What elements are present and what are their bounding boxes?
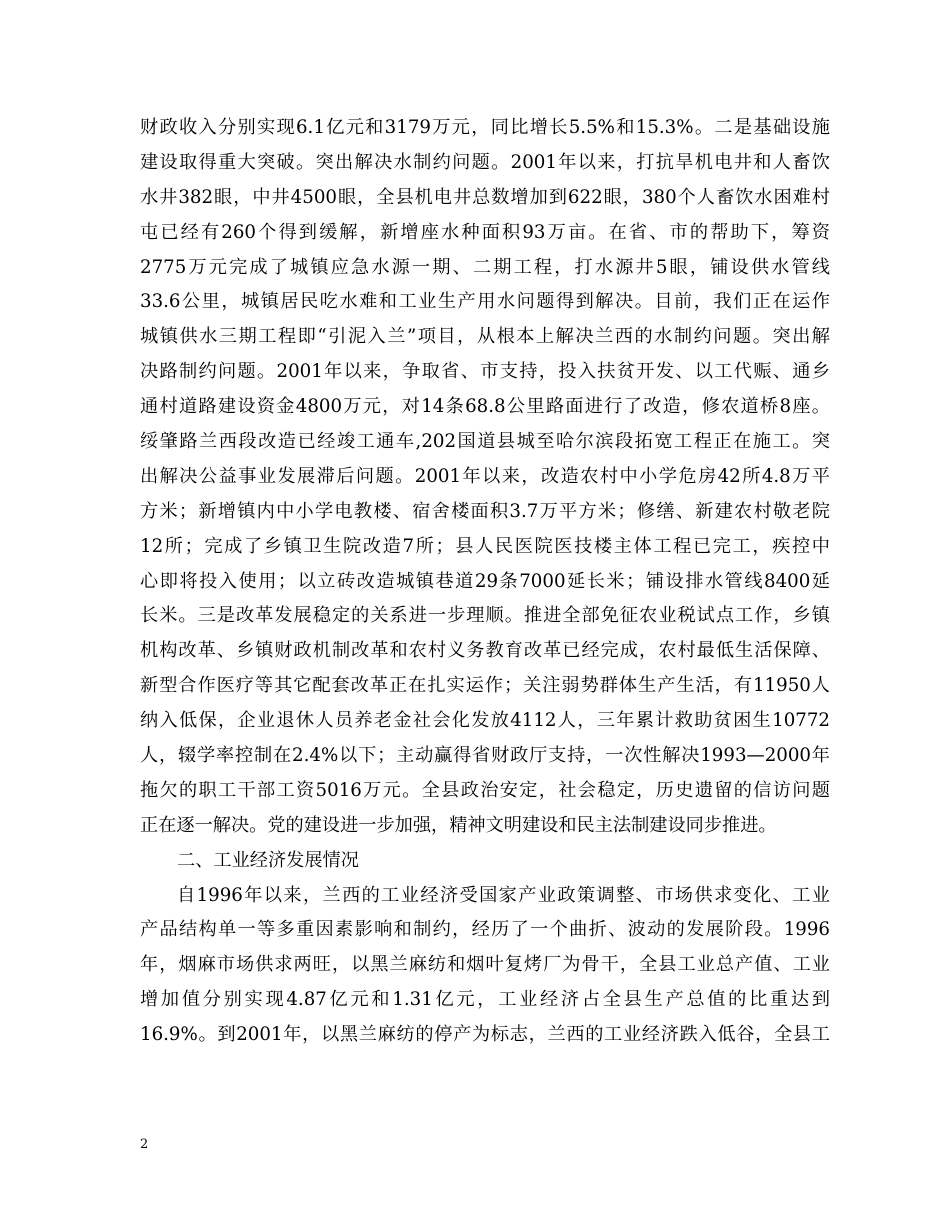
text-line: 财政收入分别实现6.1亿元和3179万元，同比增长5.5%和15.3%。二是基础设施	[140, 117, 830, 138]
text-line: 年，烟麻市场供求两旺，以黑兰麻纺和烟叶复烤厂为骨干，全县工业总产值、工业	[140, 954, 830, 976]
text-line: 产品结构单一等多重因素影响和制约，经历了一个曲折、波动的发展阶段。1996	[140, 919, 830, 941]
text-line: 水井382眼，中井4500眼，全县机电井总数增加到622眼，380个人畜饮水困难村	[140, 186, 830, 208]
text-line: 心即将投入使用；以立砖改造城镇巷道29条7000延长米；铺设排水管线8400延	[140, 570, 830, 592]
text-line: 正在逐一解决。党的建设进一步加强，精神文明建设和民主法制建设同步推进。	[140, 814, 777, 836]
text-line: 出解决公益事业发展滞后问题。2001年以来，改造农村中小学危房42所4.8万平	[140, 465, 830, 487]
text-line: 方米；新增镇内中小学电教楼、宿舍楼面积3.7万平方米；修缮、新建农村敬老院	[140, 500, 830, 522]
text-line: 机构改革、乡镇财政机制改革和农村义务教育改革已经完成，农村最低生活保障、	[140, 640, 830, 662]
text-line: 12所；完成了乡镇卫生院改造7所；县人民医院医技楼主体工程已完工，疾控中	[140, 535, 830, 557]
text-line: 16.9%。到2001年，以黑兰麻纺的停产为标志，兰西的工业经济跌入低谷，全县工	[140, 1024, 830, 1046]
text-line: 2775万元完成了城镇应急水源一期、二期工程，打水源井5眼，铺设供水管线	[140, 256, 830, 278]
section-heading: 二、工业经济发展情况	[177, 849, 359, 871]
text-line: 屯已经有260个得到缓解，新增座水种面积93万亩。在省、市的帮助下，筹资	[140, 221, 830, 243]
text-line: 新型合作医疗等其它配套改革正在扎实运作；关注弱势群体生产生活，有11950人	[140, 675, 830, 697]
text-line: 决路制约问题。2001年以来，争取省、市支持，投入扶贫开发、以工代赈、通乡	[140, 361, 830, 383]
text-line: 通村道路建设资金4800万元，对14条68.8公里路面进行了改造，修农道桥8座。	[140, 396, 830, 418]
text-line: 长米。三是改革发展稳定的关系进一步理顺。推进全部免征农业税试点工作，乡镇	[140, 605, 830, 627]
text-line: 城镇供水三期工程即“引泥入兰”项目，从根本上解决兰西的水制约问题。突出解	[140, 326, 830, 348]
text-line: 人，辍学率控制在2.4%以下；主动赢得省财政厅支持，一次性解决1993—2000年	[140, 745, 830, 767]
text-line: 增加值分别实现4.87亿元和1.31亿元，工业经济占全县生产总值的比重达到	[140, 989, 830, 1011]
text-line: 绥肇路兰西段改造已经竣工通车,202国道县城至哈尔滨段拓宽工程正在施工。突	[140, 431, 830, 453]
body-text	[140, 111, 830, 1053]
page-number: 2	[140, 1137, 149, 1152]
text-line: 33.6公里，城镇居民吃水难和工业生产用水问题得到解决。目前，我们正在运作	[140, 291, 830, 313]
text-line: 自1996年以来，兰西的工业经济受国家产业政策调整、市场供求变化、工业	[177, 884, 830, 906]
text-line: 纳入低保，企业退休人员养老金社会化发放4112人，三年累计救助贫困生10772	[140, 710, 830, 732]
text-line: 拖欠的职工干部工资5016万元。全县政治安定，社会稳定，历史遗留的信访问题	[140, 779, 830, 801]
text-line: 建设取得重大突破。突出解决水制约问题。2001年以来，打抗旱机电井和人畜饮	[140, 151, 830, 173]
